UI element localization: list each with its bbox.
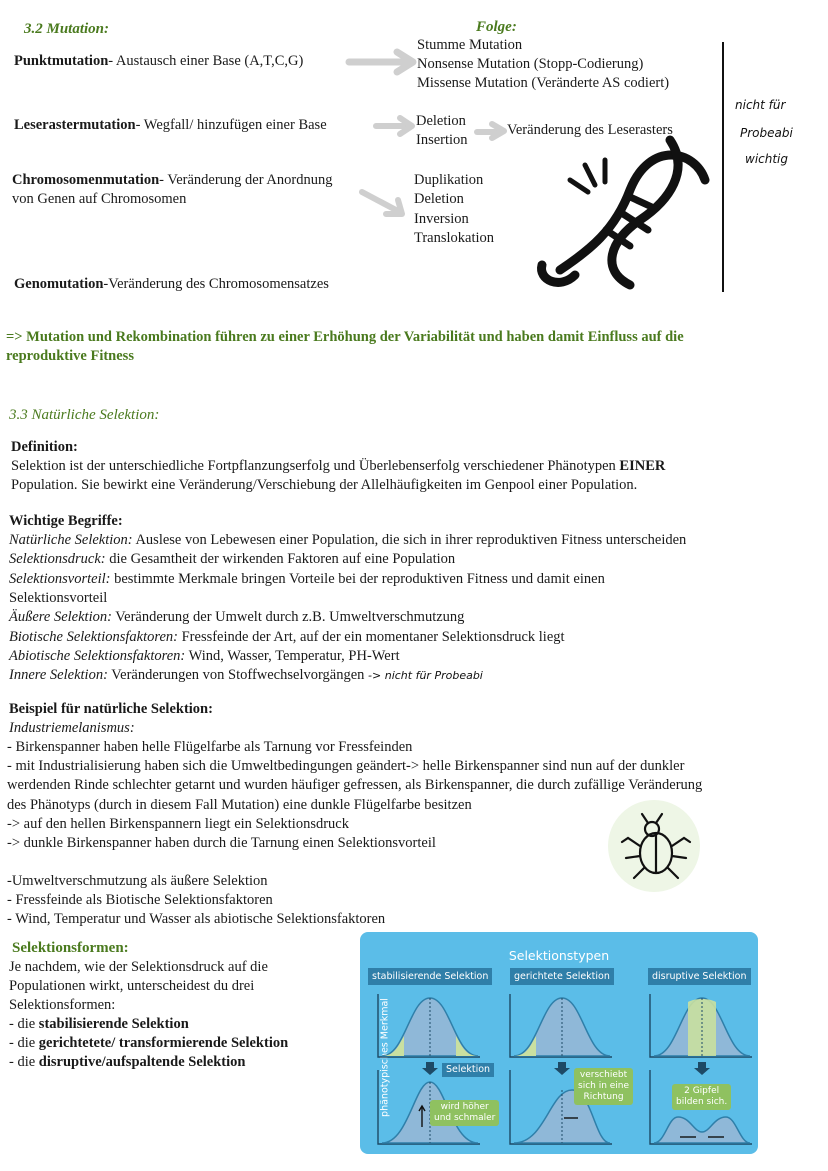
bubble-stabilisierend: wird höher und schmaler — [430, 1100, 499, 1126]
punktmutation-desc: - Austausch einer Base (A,T,C,G) — [108, 53, 304, 69]
innere-handnote: -> nicht für Probeabi — [368, 669, 483, 682]
beispiel-line: - Birkenspanner haben helle Flügelfarbe als Tarnung vor Fressfeinden — [7, 739, 413, 755]
formen-intro-line: Populationen wirkt, unterscheidest du drei — [9, 978, 255, 994]
faktor-line: - Wind, Temperatur und Wasser als abiotische Selektionsfaktoren — [7, 911, 386, 927]
formen-intro-line: Selektionsformen: — [9, 997, 116, 1013]
definition-line-2: Population. Sie bewirkt eine Veränderung/Verschiebung der Allelhäufigkeiten im Genpool einer Population. — [11, 477, 638, 493]
formen-item: - die stabilisierende Selektion — [9, 1016, 189, 1032]
punktmutation-row — [14, 52, 303, 70]
formen-item: - die gerichtetete/ transformierende Selektion — [9, 1035, 289, 1051]
definition-heading: Definition: — [11, 439, 78, 455]
begriff-item: Selektionsvorteil — [9, 590, 108, 606]
chromosomen-result-4: Translokation — [414, 230, 495, 246]
conclusion-line-1: => Mutation und Rekombination führen zu einer Erhöhung der Variabilität und haben damit Einfluss auf die — [6, 329, 684, 345]
selektionstypen-diagram — [360, 932, 758, 1154]
begriff-item: Biotische Selektionsfaktoren: Fressfeinde der Art, auf der ein momentaner Selektionsdruck liegt — [9, 629, 565, 645]
beispiel-line: des Phänotyps (durch in diesem Fall Mutation) eine dunkle Flügelfarbe besitzen — [7, 797, 472, 813]
beispiel-line: -> auf den hellen Birkenspannern liegt ein Selektionsdruck — [7, 816, 349, 832]
genomutation-term: Genomutation — [14, 276, 104, 292]
definition-emphasis: EINER — [619, 458, 666, 474]
handnote-2: Probeabi — [740, 126, 793, 140]
arrow-icon — [474, 116, 510, 144]
begriff-item: Selektionsvorteil: bestimmte Merkmale bringen Vorteile bei der reproduktiven Fitness und damit einen — [9, 571, 605, 587]
begriff-item: Innere Selektion: Veränderungen von Stoffwechselvorgängen -> nicht für Probeabi — [9, 667, 483, 683]
label-gerichtet: gerichtete Selektion — [510, 968, 614, 985]
genomutation-desc: -Veränderung des Chromosomensatzes — [103, 276, 329, 292]
selektion-heading: 3.3 Natürliche Selektion: — [9, 407, 160, 423]
arrow-icon — [356, 186, 412, 222]
beispiel-subheading: Industriemelanismus: — [9, 720, 135, 736]
diagram-title: Selektionstypen — [508, 948, 610, 963]
genomutation-row — [14, 275, 329, 293]
mutation-heading: 3.2 Mutation: — [24, 21, 110, 37]
begriff-item: Abiotische Selektionsfaktoren: Wind, Wasser, Temperatur, PH-Wert — [9, 648, 400, 664]
punkt-result-3: Missense Mutation (Veränderte AS codiert) — [417, 75, 670, 91]
leseraster-consequence: Veränderung des Leserasters — [507, 122, 673, 138]
begriff-item: Äußere Selektion: Veränderung der Umwelt durch z.B. Umweltverschmutzung — [9, 609, 465, 625]
chromosomen-result-3: Inversion — [414, 211, 469, 227]
beispiel-line: -> dunkle Birkenspanner haben durch die Tarnung einen Selektionsvorteil — [7, 835, 436, 851]
beetle-icon — [604, 798, 704, 894]
chromosomenmutation-term: Chromosomenmutation — [12, 172, 160, 188]
leserastermutation-term: Leserastermutation — [14, 117, 136, 133]
beispiel-heading: Beispiel für natürliche Selektion: — [9, 701, 213, 717]
label-disruptiv: disruptive Selektion — [648, 968, 751, 985]
formen-intro-line: Je nachdem, wie der Selektionsdruck auf die — [9, 959, 268, 975]
arrow-icon — [345, 40, 425, 80]
chromosomen-result-2: Deletion — [414, 191, 464, 207]
begriffe-heading: Wichtige Begriffe: — [9, 513, 123, 529]
conclusion-line-2: reproduktive Fitness — [6, 348, 134, 364]
beispiel-line: werdenden Rinde schlechter getarnt und wurden häufiger gefressen, als Birkenspanner, die durch zufällige Veränderung — [7, 777, 703, 793]
chromosomenmutation-desc-2: von Genen auf Chromosomen — [12, 191, 187, 207]
definition-text: Selektion ist der unterschiedliche Fortpflanzungserfolg und Überlebenserfolg verschiedener Phänotypen — [11, 458, 620, 474]
faktor-line: - Fressfeinde als Biotische Selektionsfaktoren — [7, 892, 273, 908]
label-stabilisierend: stabilisierende Selektion — [368, 968, 492, 985]
formen-heading: Selektionsformen: — [12, 940, 129, 956]
dna-icon — [530, 130, 725, 290]
yaxis-label: phänotypisches Merkmal — [379, 998, 391, 1117]
begriff-item: Selektionsdruck: die Gesamtheit der wirkenden Faktoren auf eine Population — [9, 551, 456, 567]
handnote-3: wichtig — [745, 152, 789, 166]
beispiel-line: - mit Industrialisierung haben sich die Umweltbedingungen geändert-> helle Birkenspanner sind nun auf der dunkler — [7, 758, 685, 774]
punkt-result-2: Nonsense Mutation (Stopp-Codierung) — [417, 56, 644, 72]
handnote-1: nicht für — [735, 98, 786, 112]
chromosomen-result-1: Duplikation — [414, 172, 484, 188]
chromosomenmutation-desc-1: - Veränderung der Anordnung — [159, 172, 333, 188]
arrow-icon — [372, 110, 422, 142]
punktmutation-term: Punktmutation — [14, 53, 109, 69]
leserastermutation-desc: - Wegfall/ hinzufügen einer Base — [135, 117, 327, 133]
leseraster-result-2: Insertion — [416, 132, 468, 148]
bubble-disruptiv: 2 Gipfel bilden sich. — [672, 1084, 731, 1110]
folge-label: Folge: — [476, 19, 517, 35]
definition-line-1 — [11, 457, 665, 475]
begriff-item: Natürliche Selektion: Auslese von Lebewesen einer Population, die sich in ihrer reproduktiven Fitness unterscheiden — [9, 532, 687, 548]
chromosomenmutation-row — [12, 171, 332, 189]
formen-item: - die disruptive/aufspaltende Selektion — [9, 1054, 246, 1070]
bubble-gerichtet: verschiebt sich in eine Richtung — [574, 1068, 633, 1105]
faktor-line: -Umweltverschmutzung als äußere Selektion — [7, 873, 268, 889]
selection-curves — [360, 932, 758, 1154]
selection-tag: Selektion — [442, 1063, 494, 1077]
leserastermutation-row — [14, 116, 327, 134]
divider-line — [722, 42, 724, 292]
leseraster-result-1: Deletion — [416, 113, 466, 129]
punkt-result-1: Stumme Mutation — [417, 37, 523, 53]
